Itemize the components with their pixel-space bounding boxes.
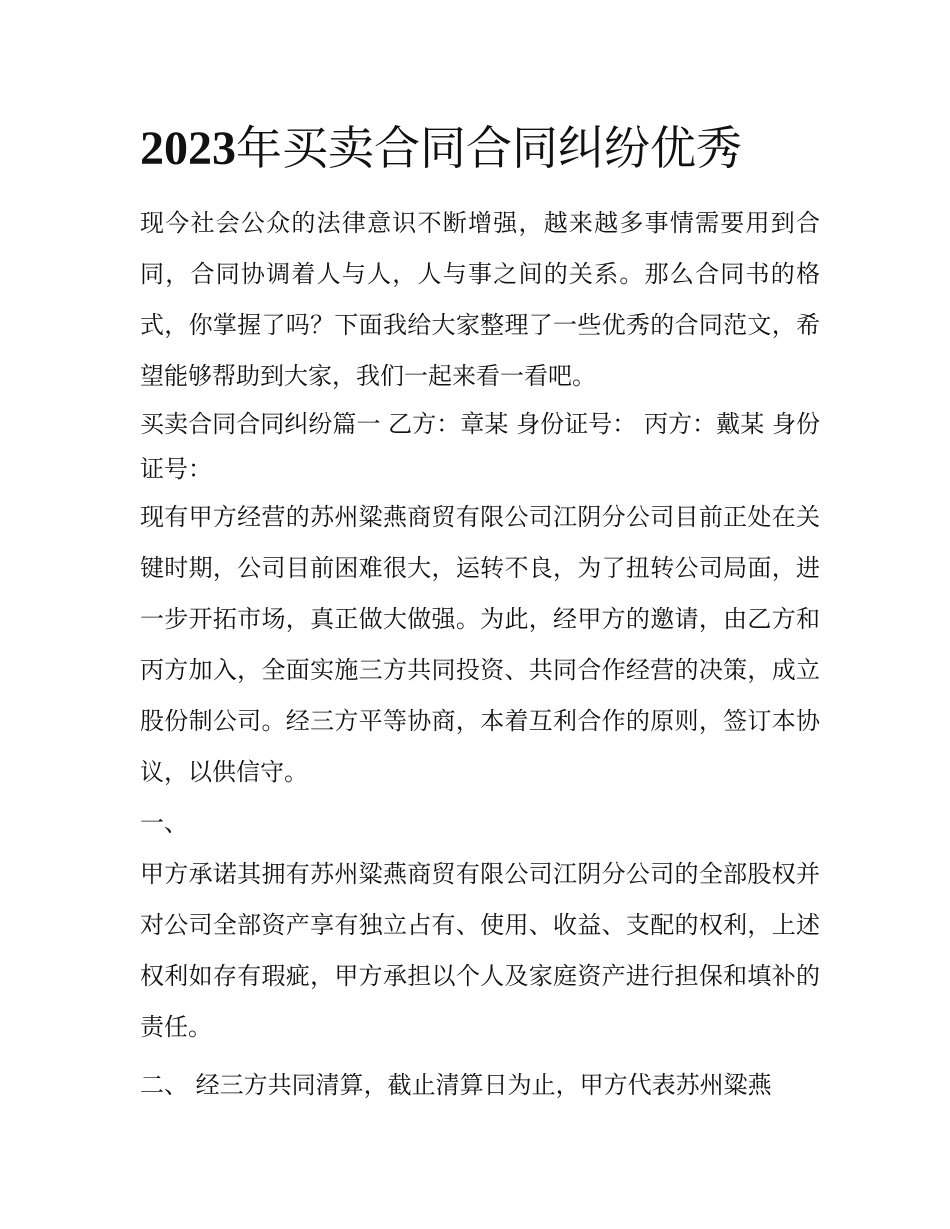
section-one-paragraph: 甲方承诺其拥有苏州粱燕商贸有限公司江阴分公司的全部股权并对公司全部资产享有独立占有、使用、收益、支配的权利，上述权利如存有瑕疵，甲方承担以个人及家庭资产进行担保和填补的责任。 [140,860,820,1041]
section-two-paragraph: 二、 经三方共同清算，截止清算日为止，甲方代表苏州粱燕 [140,1071,772,1099]
document-body [140,198,820,1111]
title-year: 2023 [140,122,236,175]
title-text: 年买卖合同合同纠纷优秀 [236,121,742,175]
document-title [140,118,840,179]
background-paragraph: 现有甲方经营的苏州粱燕商贸有限公司江阴分公司目前正处在关键时期，公司目前困难很大，运转不良，为了扭转公司局面，进一步开拓市场，真正做大做强。为此，经甲方的邀请，由乙方和丙方加入，全面实施三方共同投资、共同合作经营的决策，成立股份制公司。经三方平等协商，本着互利合作的原则，签订本协议，以供信守。 [140,503,820,786]
intro-paragraph: 现今社会公众的法律意识不断增强，越来越多事情需要用到合同，合同协调着人与人，人与事之间的关系。那么合同书的格式，你掌握了吗？下面我给大家整理了一些优秀的合同范文，希望能够帮助到大家，我们一起来看一看吧。 [140,209,820,390]
parties-paragraph: 买卖合同合同纠纷篇一 乙方：章某 身份证号： 丙方：戴某 身份证号： [140,410,820,483]
section-one-heading: 一、 [140,809,188,837]
